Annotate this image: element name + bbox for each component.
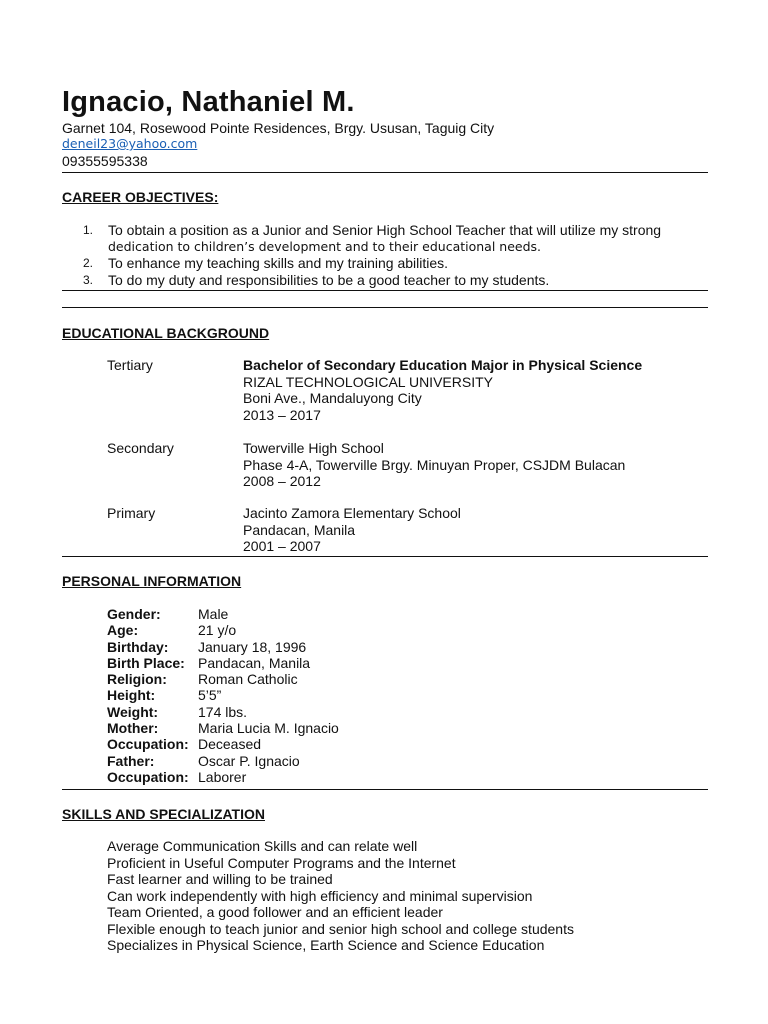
info-value: 174 lbs. [198,703,248,720]
objective-text: To enhance my teaching skills and my training abilities. [108,255,449,271]
objective-text: To obtain a position as a Junior and Senior High School Teacher that will utilize my strong [108,222,662,238]
info-key: Occupation: [107,736,189,753]
address: Garnet 104, Rosewood Pointe Residences, Brgy. Ususan, Taguig City [62,120,495,136]
info-row-age [107,622,339,638]
list-number: 3. [83,272,94,287]
secondary-label: Secondary [107,440,174,456]
info-row-birthday [107,639,339,655]
secondary-address: Phase 4-A, Towerville Brgy. Minuyan Proper, CSJDM Bulacan [243,456,626,473]
objective-text: To do my duty and responsibilities to be a good teacher to my students. [108,271,550,288]
info-value: 5’5” [198,687,222,704]
info-value: Oscar P. Ignacio [198,752,300,769]
info-key: Age: [107,622,139,639]
info-key: Gender: [107,606,161,622]
divider-career [62,290,708,291]
resume-name: Ignacio, Nathaniel M. [62,86,355,118]
objective-text-continued: dedication to children’s development and to their educational needs. [108,238,542,254]
list-item: Can work independently with high efficiency and minimal supervision [107,887,533,904]
info-value: Pandacan, Manila [198,654,311,671]
list-number: 2. [83,256,94,270]
info-key: Occupation: [107,768,189,785]
tertiary-details [243,357,642,423]
list-item: Team Oriented, a good follower and an efficient leader [107,904,443,920]
list-item: Fast learner and willing to be trained [107,871,333,887]
secondary-school: Towerville High School [243,440,384,456]
primary-school: Jacinto Zamora Elementary School [243,505,461,521]
education-heading: EDUCATIONAL BACKGROUND [62,325,270,341]
info-key: Mother: [107,720,159,737]
secondary-years: 2008 – 2012 [243,473,321,489]
tertiary-degree: Bachelor of Secondary Education Major in Physical Science [243,357,643,373]
info-key: Height: [107,687,156,704]
list-item: Average Communication Skills and can relate well [107,838,418,854]
career-objectives-heading: CAREER OBJECTIVES: [62,189,219,205]
primary-years: 2001 – 2007 [243,538,321,554]
info-value: January 18, 1996 [198,638,307,655]
primary-address: Pandacan, Manila [243,521,356,538]
info-row-mother [107,720,339,736]
info-row-gender [107,606,339,622]
list-item [62,222,702,255]
info-key: Weight: [107,703,159,720]
list-item: Flexible enough to teach junior and senior high school and college students [107,920,574,937]
list-item: Specializes in Physical Science, Earth Science and Science Education [107,937,545,953]
list-number: 1. [83,223,94,237]
list-item [62,255,702,272]
info-row-religion [107,671,339,687]
info-value: 21 y/o [198,622,237,639]
divider-education [62,556,708,557]
skills-list [107,838,574,954]
divider-header [62,172,708,173]
tertiary-years: 2013 – 2017 [243,406,321,423]
secondary-details [243,440,625,490]
personal-info-table [107,606,339,785]
phone-number: 09355595338 [62,153,148,169]
info-row-birthplace [107,655,339,671]
divider-personal [62,789,708,790]
list-item: Proficient in Useful Computer Programs and the Internet [107,854,456,871]
primary-details [243,505,461,555]
career-objectives-list [62,222,702,288]
info-row-height [107,687,339,703]
info-key: Religion: [107,671,167,688]
info-value: Laborer [198,768,247,785]
primary-label: Primary [107,505,156,521]
info-row-weight [107,704,339,720]
list-item [62,272,702,289]
info-value: Deceased [198,736,262,753]
tertiary-label: Tertiary [107,357,153,373]
info-row-father [107,753,339,769]
info-row-mother-occupation [107,736,339,752]
info-key: Father: [107,752,155,769]
tertiary-address: Boni Ave., Mandaluyong City [243,390,422,406]
email-link[interactable]: deneil23@yahoo.com [62,136,198,151]
info-key: Birthday: [107,638,169,655]
skills-heading: SKILLS AND SPECIALIZATION [62,806,265,822]
tertiary-school: RIZAL TECHNOLOGICAL UNIVERSITY [243,373,493,390]
personal-info-heading: PERSONAL INFORMATION [62,573,242,589]
info-value: Maria Lucia M. Ignacio [198,720,339,737]
info-value: Roman Catholic [198,671,298,688]
info-value: Male [198,606,229,622]
divider-education-top [62,307,708,308]
info-key: Birth Place: [107,654,185,671]
info-row-father-occupation [107,769,339,785]
